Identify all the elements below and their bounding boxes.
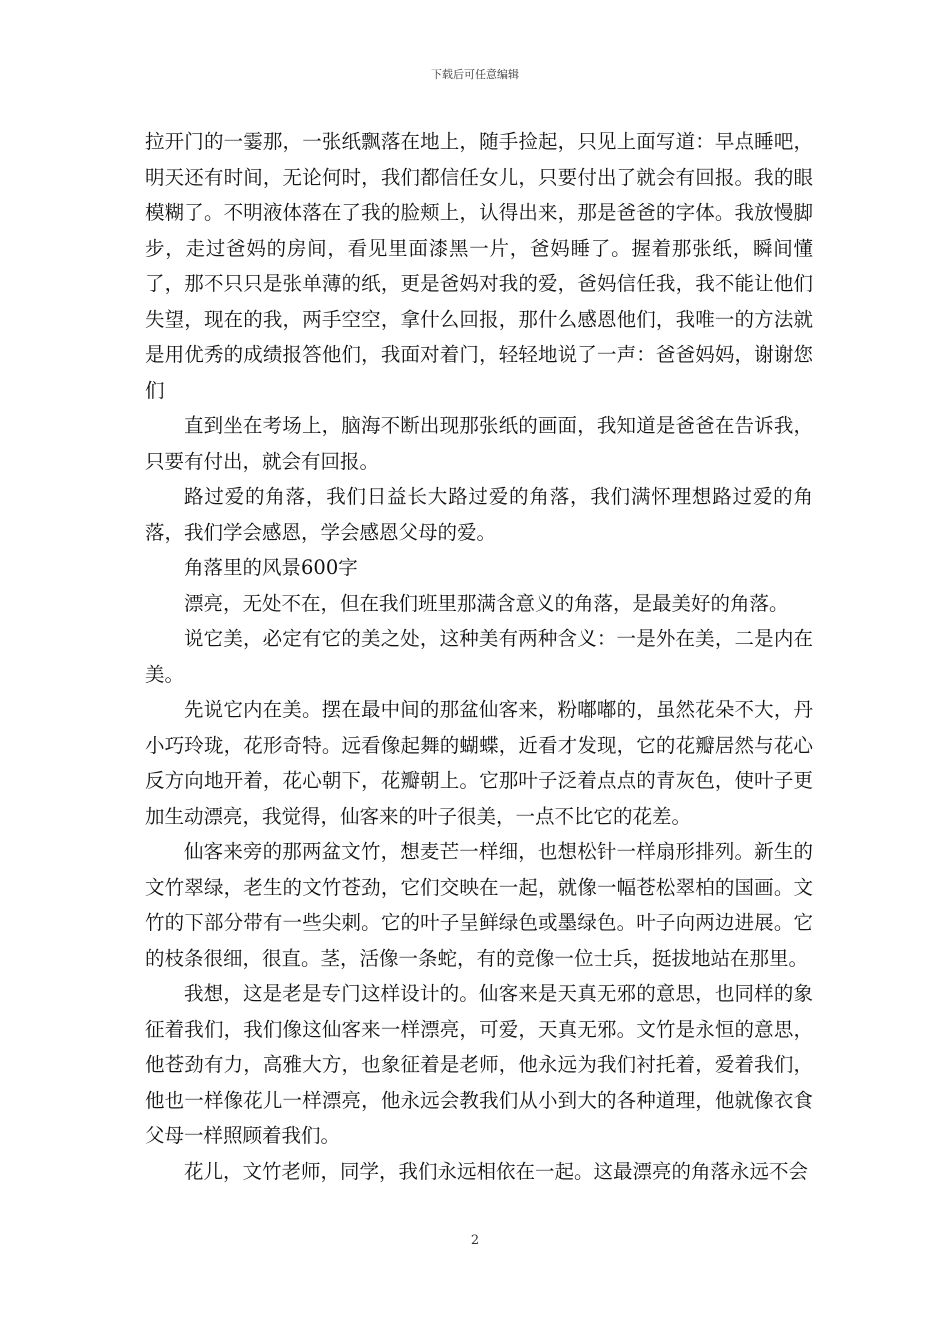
paragraph: 拉开门的一霎那，一张纸飘落在地上，随手捡起，只见上面写道：早点睡吧，明天还有时间，无论何时，我们都信任女儿，只要付出了就会有回报。我的眼模糊了。不明液体落在了我的脸颊上，认得出来，那是爸爸的字体。我放慢脚步，走过爸妈的房间，看见里面漆黑一片，爸妈睡了。握着那张纸，瞬间懂了，那不只只是张单薄的纸，更是爸妈对我的爱，爸妈信任我，我不能让他们失望，现在的我，两手空空，拿什么回报，那什么感恩他们，我唯一的方法就是用优秀的成绩报答他们，我面对着门，轻轻地说了一声：爸爸妈妈，谢谢您们: [145, 130, 813, 402]
paragraph: 路过爱的角落，我们日益长大路过爱的角落，我们满怀理想路过爱的角落，我们学会感恩，学会感恩父母的爱。: [145, 485, 813, 544]
paragraph: 花儿，文竹老师，同学，我们永远相依在一起。这最漂亮的角落永远不会: [184, 1159, 809, 1183]
paragraph: 直到坐在考场上，脑海不断出现那张纸的画面，我知道是爸爸在告诉我，只要有付出，就会有回报。: [145, 414, 813, 473]
paragraph: 仙客来旁的那两盆文竹，想麦芒一样细，也想松针一样扇形排列。新生的文竹翠绿，老生的文竹苍劲，它们交映在一起，就像一幅苍松翠柏的国画。文竹的下部分带有一些尖刺。它的叶子呈鲜绿色或墨绿色。叶子向两边进展。它的枝条很细，很直。茎，活像一条蛇，有的竞像一位士兵，挺拔地站在那里。: [145, 840, 813, 970]
paragraph: 我想，这是老是专门这样设计的。仙客来是天真无邪的意思，也同样的象征着我们，我们像这仙客来一样漂亮，可爱，天真无邪。文竹是永恒的意思，他苍劲有力，高雅大方，也象征着是老师，他永远为我们衬托着，爱着我们，他也一样像花儿一样漂亮，他永远会教我们从小到大的各种道理，他就像衣食父母一样照顾着我们。: [145, 982, 813, 1147]
section-title: 角落里的风景600字: [184, 556, 358, 579]
paragraph: 漂亮，无处不在，但在我们班里那满含意义的角落，是最美好的角落。: [184, 591, 789, 615]
paragraph: 说它美，必定有它的美之处，这种美有两种含义：一是外在美，二是内在美。: [145, 627, 813, 686]
page-header: 下载后可任意编辑: [431, 68, 519, 81]
paragraph: 先说它内在美。摆在最中间的那盆仙客来，粉嘟嘟的，虽然花朵不大，丹小巧玲珑，花形奇特。远看像起舞的蝴蝶，近看才发现，它的花瓣居然与花心反方向地开着，花心朝下，花瓣朝上。它那叶子泛着点点的青灰色，使叶子更加生动漂亮，我觉得，仙客来的叶子很美，一点不比它的花差。: [145, 698, 813, 828]
document-body: [145, 124, 813, 1189]
page-number: 2: [470, 1233, 480, 1248]
